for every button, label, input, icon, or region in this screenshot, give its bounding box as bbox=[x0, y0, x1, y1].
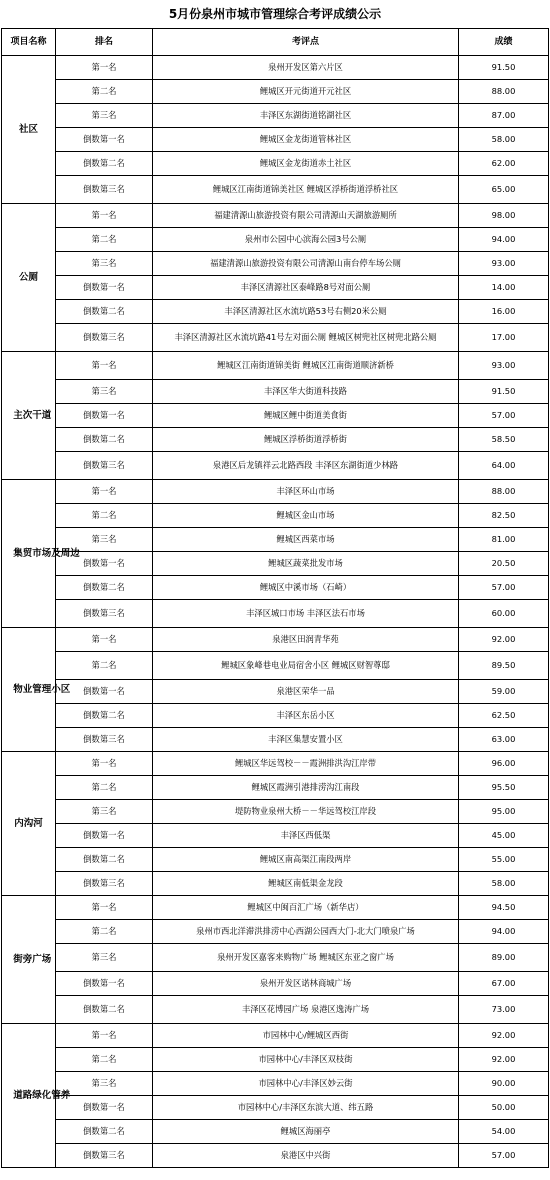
point-cell: 鲤城区江南街道锦美街 鲤城区江南街道顺济新桥 bbox=[153, 352, 459, 380]
header-rank: 排名 bbox=[56, 29, 153, 56]
rank-cell: 倒数第三名 bbox=[56, 324, 153, 352]
table-row bbox=[2, 276, 549, 300]
score-cell: 94.00 bbox=[459, 920, 549, 944]
rank-cell: 第一名 bbox=[56, 480, 153, 504]
score-cell: 93.00 bbox=[459, 252, 549, 276]
rank-cell: 倒数第二名 bbox=[56, 152, 153, 176]
table-row bbox=[2, 1120, 549, 1144]
rank-cell: 第三名 bbox=[56, 252, 153, 276]
table-row bbox=[2, 848, 549, 872]
table-row bbox=[2, 300, 549, 324]
score-cell: 67.00 bbox=[459, 972, 549, 996]
table-row bbox=[2, 972, 549, 996]
rank-cell: 倒数第一名 bbox=[56, 680, 153, 704]
score-cell: 62.00 bbox=[459, 152, 549, 176]
score-cell: 88.00 bbox=[459, 80, 549, 104]
score-cell: 89.00 bbox=[459, 944, 549, 972]
score-cell: 90.00 bbox=[459, 1072, 549, 1096]
score-cell: 93.00 bbox=[459, 352, 549, 380]
table-row bbox=[2, 380, 549, 404]
table-row bbox=[2, 204, 549, 228]
score-cell: 17.00 bbox=[459, 324, 549, 352]
page-title: 5月份泉州市城市管理综合考评成绩公示 bbox=[168, 7, 382, 21]
rank-cell: 倒数第三名 bbox=[56, 176, 153, 204]
table-row bbox=[2, 152, 549, 176]
score-cell: 87.00 bbox=[459, 104, 549, 128]
rank-cell: 第二名 bbox=[56, 776, 153, 800]
rank-cell: 倒数第二名 bbox=[56, 576, 153, 600]
point-cell: 鲤城区金山市场 bbox=[153, 504, 459, 528]
category-label: 物业管理小区 bbox=[13, 684, 71, 695]
table-row bbox=[2, 324, 549, 352]
rank-cell: 倒数第一名 bbox=[56, 276, 153, 300]
point-cell: 丰泽区清源社区水流坑路41号左对面公厕 鲤城区树兜社区树兜北路公厕 bbox=[153, 324, 459, 352]
table-row bbox=[2, 576, 549, 600]
point-cell: 丰泽区集慧安置小区 bbox=[153, 728, 459, 752]
score-cell: 88.00 bbox=[459, 480, 549, 504]
table-row bbox=[2, 920, 549, 944]
table-row bbox=[2, 552, 549, 576]
score-cell: 94.00 bbox=[459, 228, 549, 252]
point-cell: 市园林中心/丰泽区东滨大道、纬五路 bbox=[153, 1096, 459, 1120]
table-row bbox=[2, 776, 549, 800]
category-cell bbox=[2, 480, 80, 628]
rank-cell: 倒数第二名 bbox=[56, 996, 153, 1024]
category-cell bbox=[2, 628, 71, 752]
score-cell: 63.00 bbox=[459, 728, 549, 752]
score-cell: 60.00 bbox=[459, 600, 549, 628]
table-row bbox=[2, 728, 549, 752]
score-cell: 64.00 bbox=[459, 452, 549, 480]
point-cell: 泉港区后龙镇祥云北路西段 丰泽区东湖街道少林路 bbox=[153, 452, 459, 480]
category-label: 公厕 bbox=[18, 272, 38, 283]
table-row bbox=[2, 996, 549, 1024]
rank-cell: 倒数第一名 bbox=[56, 824, 153, 848]
category-cell bbox=[2, 896, 56, 1024]
header-category: 项目名称 bbox=[2, 29, 56, 56]
score-cell: 58.00 bbox=[459, 128, 549, 152]
point-cell: 鲤城区浮桥街道浮桥街 bbox=[153, 428, 459, 452]
rank-cell: 第三名 bbox=[56, 380, 153, 404]
rank-cell: 倒数第一名 bbox=[56, 1096, 153, 1120]
point-cell: 鲤城区金龙街道管林社区 bbox=[153, 128, 459, 152]
table-row bbox=[2, 1096, 549, 1120]
point-cell: 鲤城区华远驾校－－霞洲排洪沟江岸带 bbox=[153, 752, 459, 776]
rank-cell: 第一名 bbox=[56, 56, 153, 80]
rank-cell: 第一名 bbox=[56, 896, 153, 920]
point-cell: 丰泽区环山市场 bbox=[153, 480, 459, 504]
score-cell: 50.00 bbox=[459, 1096, 549, 1120]
rank-cell: 第一名 bbox=[56, 628, 153, 652]
score-cell: 92.00 bbox=[459, 1024, 549, 1048]
table-row bbox=[2, 680, 549, 704]
rank-cell: 倒数第三名 bbox=[56, 728, 153, 752]
rank-cell: 倒数第三名 bbox=[56, 600, 153, 628]
table-row bbox=[2, 1048, 549, 1072]
score-cell: 95.50 bbox=[459, 776, 549, 800]
rank-cell: 第一名 bbox=[56, 1024, 153, 1048]
category-label: 集贸市场及周边 bbox=[13, 548, 80, 559]
category-label: 社区 bbox=[18, 124, 38, 135]
table-row bbox=[2, 504, 549, 528]
score-cell: 45.00 bbox=[459, 824, 549, 848]
point-cell: 鲤城区中溪市场（石崎） bbox=[153, 576, 459, 600]
rank-cell: 第二名 bbox=[56, 920, 153, 944]
point-cell: 鲤城区霞洲引港排涝沟江南段 bbox=[153, 776, 459, 800]
table-row bbox=[2, 104, 549, 128]
point-cell: 丰泽区东湖街道铭湖社区 bbox=[153, 104, 459, 128]
rank-cell: 第三名 bbox=[56, 528, 153, 552]
table-row bbox=[2, 872, 549, 896]
score-table bbox=[1, 28, 549, 1168]
rank-cell: 倒数第二名 bbox=[56, 300, 153, 324]
point-cell: 鲤城区象峰巷电业局宿舍小区 鲤城区财智尊邸 bbox=[153, 652, 459, 680]
point-cell: 鲤城区南低渠金龙段 bbox=[153, 872, 459, 896]
score-cell: 20.50 bbox=[459, 552, 549, 576]
point-cell: 鲤城区南高渠江南段两岸 bbox=[153, 848, 459, 872]
header-row bbox=[2, 29, 549, 56]
point-cell: 鲤城区蔬菜批发市场 bbox=[153, 552, 459, 576]
rank-cell: 倒数第二名 bbox=[56, 848, 153, 872]
score-cell: 54.00 bbox=[459, 1120, 549, 1144]
point-cell: 鲤城区江南街道锦美社区 鲤城区浮桥街道浮桥社区 bbox=[153, 176, 459, 204]
score-cell: 96.00 bbox=[459, 752, 549, 776]
rank-cell: 第三名 bbox=[56, 1072, 153, 1096]
rank-cell: 第二名 bbox=[56, 80, 153, 104]
table-row bbox=[2, 404, 549, 428]
score-cell: 58.00 bbox=[459, 872, 549, 896]
point-cell: 福建清源山旅游投资有限公司清源山南台停车场公厕 bbox=[153, 252, 459, 276]
table-row bbox=[2, 528, 549, 552]
table-row bbox=[2, 752, 549, 776]
point-cell: 泉州市西北洋滞洪排涝中心西湖公园西大门-北大门喷泉广场 bbox=[153, 920, 459, 944]
point-cell: 市园林中心/丰泽区双枝街 bbox=[153, 1048, 459, 1072]
category-label: 主次干道 bbox=[13, 410, 52, 421]
table-row bbox=[2, 944, 549, 972]
rank-cell: 倒数第一名 bbox=[56, 404, 153, 428]
table-row bbox=[2, 228, 549, 252]
rank-cell: 倒数第三名 bbox=[56, 872, 153, 896]
score-cell: 59.00 bbox=[459, 680, 549, 704]
table-row bbox=[2, 452, 549, 480]
rank-cell: 倒数第二名 bbox=[56, 704, 153, 728]
table-row bbox=[2, 80, 549, 104]
score-cell: 92.00 bbox=[459, 628, 549, 652]
rank-cell: 第三名 bbox=[56, 800, 153, 824]
score-cell: 82.50 bbox=[459, 504, 549, 528]
point-cell: 鲤城区西菜市场 bbox=[153, 528, 459, 552]
point-cell: 鲤城区鲤中街道美食街 bbox=[153, 404, 459, 428]
score-cell: 57.00 bbox=[459, 576, 549, 600]
table-row bbox=[2, 56, 549, 80]
table-row bbox=[2, 428, 549, 452]
point-cell: 丰泽区清源社区泰峰路8号对面公厕 bbox=[153, 276, 459, 300]
rank-cell: 倒数第三名 bbox=[56, 452, 153, 480]
point-cell: 堤防物业泉州大桥－－华远驾校江岸段 bbox=[153, 800, 459, 824]
header-point: 考评点 bbox=[153, 29, 459, 56]
point-cell: 丰泽区花博园广场 泉港区逸涛广场 bbox=[153, 996, 459, 1024]
table-row bbox=[2, 600, 549, 628]
point-cell: 丰泽区西低渠 bbox=[153, 824, 459, 848]
point-cell: 泉港区中兴街 bbox=[153, 1144, 459, 1168]
point-cell: 鲤城区海丽亭 bbox=[153, 1120, 459, 1144]
rank-cell: 第三名 bbox=[56, 104, 153, 128]
point-cell: 市园林中心/鲤城区西街 bbox=[153, 1024, 459, 1048]
table-row bbox=[2, 1144, 549, 1168]
rank-cell: 倒数第一名 bbox=[56, 552, 153, 576]
header-score: 成绩 bbox=[459, 29, 549, 56]
score-cell: 89.50 bbox=[459, 652, 549, 680]
category-label: 道路绿化管养 bbox=[13, 1090, 71, 1101]
rank-cell: 第一名 bbox=[56, 204, 153, 228]
score-cell: 65.00 bbox=[459, 176, 549, 204]
table-row bbox=[2, 252, 549, 276]
category-label: 街旁广场 bbox=[13, 954, 52, 965]
table-row bbox=[2, 628, 549, 652]
point-cell: 泉州开发区诺林商城广场 bbox=[153, 972, 459, 996]
table-row bbox=[2, 896, 549, 920]
rank-cell: 第二名 bbox=[56, 228, 153, 252]
table-row bbox=[2, 1024, 549, 1048]
point-cell: 泉港区田润青华苑 bbox=[153, 628, 459, 652]
score-cell: 91.50 bbox=[459, 56, 549, 80]
point-cell: 泉州市公园中心滨海公园3号公厕 bbox=[153, 228, 459, 252]
score-cell: 95.00 bbox=[459, 800, 549, 824]
table-row bbox=[2, 824, 549, 848]
rank-cell: 倒数第三名 bbox=[56, 1144, 153, 1168]
rank-cell: 第二名 bbox=[56, 504, 153, 528]
table-row bbox=[2, 176, 549, 204]
rank-cell: 第二名 bbox=[56, 1048, 153, 1072]
rank-cell: 第一名 bbox=[56, 352, 153, 380]
score-cell: 94.50 bbox=[459, 896, 549, 920]
score-cell: 16.00 bbox=[459, 300, 549, 324]
table-row bbox=[2, 128, 549, 152]
point-cell: 鲤城区中闽百汇广场（新华店） bbox=[153, 896, 459, 920]
score-cell: 91.50 bbox=[459, 380, 549, 404]
score-cell: 14.00 bbox=[459, 276, 549, 300]
table-body bbox=[2, 56, 549, 1168]
rank-cell: 第二名 bbox=[56, 652, 153, 680]
category-cell bbox=[2, 56, 56, 204]
score-cell: 98.00 bbox=[459, 204, 549, 228]
point-cell: 丰泽区东岳小区 bbox=[153, 704, 459, 728]
score-cell: 62.50 bbox=[459, 704, 549, 728]
table-row bbox=[2, 1072, 549, 1096]
rank-cell: 倒数第二名 bbox=[56, 428, 153, 452]
point-cell: 丰泽区清源社区水流坑路53号右侧20米公厕 bbox=[153, 300, 459, 324]
point-cell: 市园林中心/丰泽区妙云街 bbox=[153, 1072, 459, 1096]
rank-cell: 倒数第二名 bbox=[56, 1120, 153, 1144]
category-label: 内沟河 bbox=[14, 818, 43, 829]
point-cell: 泉州开发区嘉客来购物广场 鲤城区东亚之窗广场 bbox=[153, 944, 459, 972]
category-cell bbox=[2, 352, 56, 480]
table-row bbox=[2, 480, 549, 504]
category-cell bbox=[2, 204, 56, 352]
table-row bbox=[2, 704, 549, 728]
table-row bbox=[2, 352, 549, 380]
score-cell: 92.00 bbox=[459, 1048, 549, 1072]
category-cell bbox=[2, 1024, 71, 1168]
point-cell: 泉港区荣华一品 bbox=[153, 680, 459, 704]
rank-cell: 第三名 bbox=[56, 944, 153, 972]
rank-cell: 第一名 bbox=[56, 752, 153, 776]
table-row bbox=[2, 652, 549, 680]
rank-cell: 倒数第一名 bbox=[56, 972, 153, 996]
point-cell: 泉州开发区第六片区 bbox=[153, 56, 459, 80]
score-cell: 57.00 bbox=[459, 404, 549, 428]
score-cell: 81.00 bbox=[459, 528, 549, 552]
point-cell: 鲤城区开元街道开元社区 bbox=[153, 80, 459, 104]
point-cell: 鲤城区金龙街道赤土社区 bbox=[153, 152, 459, 176]
score-cell: 58.50 bbox=[459, 428, 549, 452]
rank-cell: 倒数第一名 bbox=[56, 128, 153, 152]
point-cell: 丰泽区城口市场 丰泽区法石市场 bbox=[153, 600, 459, 628]
table-row bbox=[2, 800, 549, 824]
score-cell: 57.00 bbox=[459, 1144, 549, 1168]
point-cell: 丰泽区华大街道科技路 bbox=[153, 380, 459, 404]
category-cell bbox=[2, 752, 56, 896]
score-cell: 73.00 bbox=[459, 996, 549, 1024]
point-cell: 福建清源山旅游投资有限公司清源山天湖旅游厕所 bbox=[153, 204, 459, 228]
score-cell: 55.00 bbox=[459, 848, 549, 872]
